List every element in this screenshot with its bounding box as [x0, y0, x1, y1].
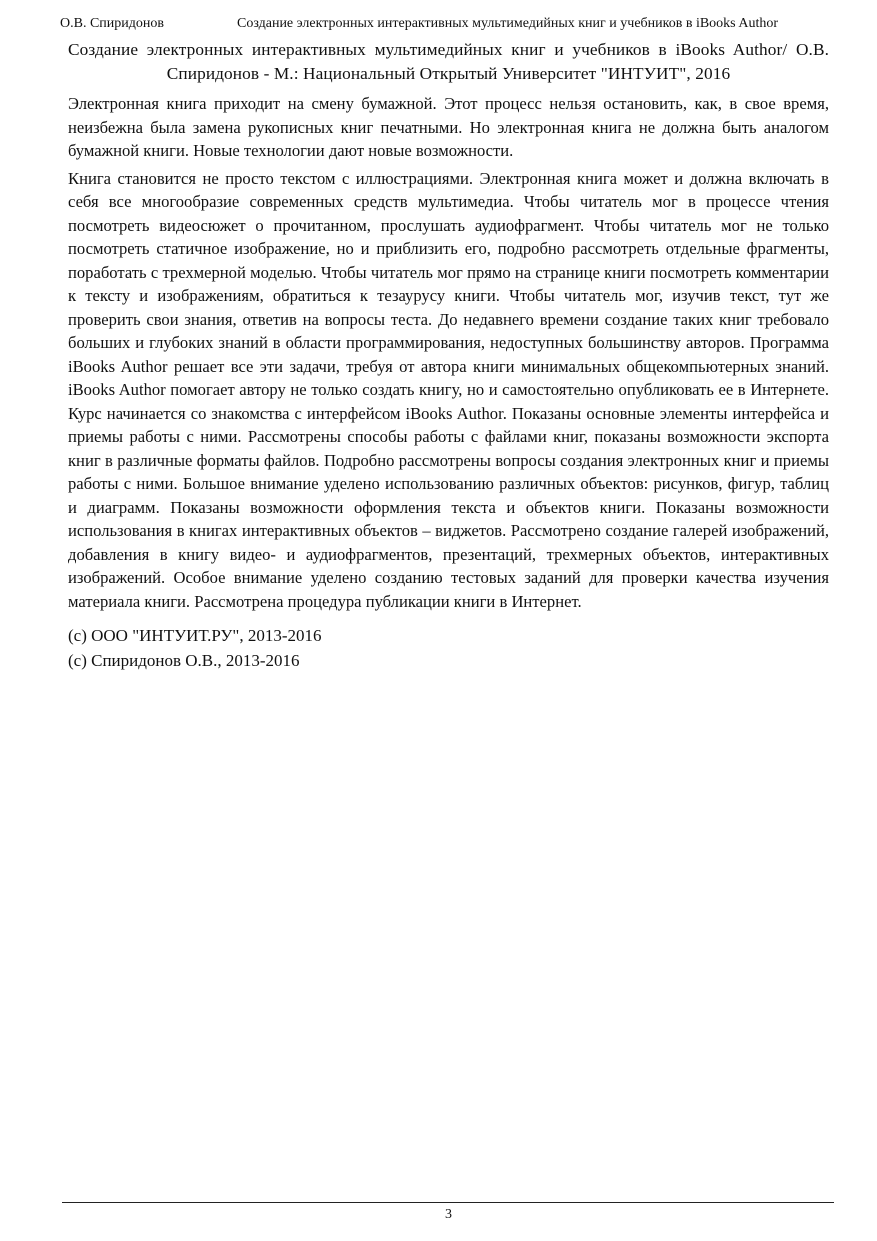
copyright-author: (c) Спиридонов О.В., 2013-2016 — [68, 651, 300, 670]
page-content — [68, 38, 829, 673]
footer-divider — [62, 1202, 834, 1203]
page-number: 3 — [445, 1207, 452, 1222]
copyright-block — [68, 623, 829, 673]
bibliographic-citation: Создание электронных интерактивных мультимедийных книг и учебников в iBooks Author/ О.В. Спиридонов - М.: Национальный Открытый Университет "ИНТУИТ", 2016 — [68, 40, 829, 83]
abstract-paragraph-main: Книга становится не просто текстом с иллюстрациями. Электронная книга может и должна включать в себя все многообразие современных средств мультимедиа. Чтобы читатель мог в процессе чтения посмотреть видеосюжет о прочитанном, прослушать аудиофрагмент. Чтобы читатель мог не только посмотреть статичное изображение, но и приблизить его, подробно рассмотреть отдельные фрагменты, поработать с трехмерной моделью. Чтобы читатель мог прямо на странице книги посмотреть комментарии к тексту и изображениям, обратиться к тезаурусу книги. Чтобы читатель мог, изучив текст, тут же проверить свои знания, ответив на вопросы теста. До недавнего времени создание таких книг требовало больших и глубоких знаний в области программирования, недоступных большинству авторов. Программа iBooks Author решает все эти задачи, требуя от автора книги минимальных общекомпьютерных знаний. iBooks Author помогает автору не только создать книгу, но и самостоятельно опубликовать ее в Интернете. Курс начинается со знакомства с интерфейсом iBooks Author. Показаны основные элементы интерфейса и приемы работы с ними. Рассмотрены способы работы с файлами книг, показаны возможности экспорта книг в различные форматы файлов. Подробно рассмотрены вопросы создания электронных книг и приемы работы с ними. Большое внимание уделено использованию различных объектов: рисунков, фигур, таблиц и диаграмм. Показаны возможности оформления текста и объектов книги. Показаны возможности использования в книгах интерактивных объектов – виджетов. Рассмотрено создание галерей изображений, добавления в книгу видео- и аудиофрагментов, презентаций, трехмерных объектов, интерактивных изображений. Особое внимание уделено созданию тестовых заданий для проверки качества изучения материала книги. Рассмотрена процедура публикации книги в Интернет. — [68, 168, 829, 611]
copyright-publisher: (c) ООО "ИНТУИТ.РУ", 2013-2016 — [68, 626, 322, 645]
header-author: О.В. Спиридонов — [60, 16, 164, 31]
header-book-title: Создание электронных интерактивных мультимедийных книг и учебников в iBooks Author — [237, 16, 779, 31]
abstract-paragraph-intro: Электронная книга приходит на смену бумажной. Этот процесс нельзя остановить, как, в свое время, неизбежна была замена рукописных книг печатными. Но электронная книга не должна быть аналогом бумажной книги. Новые технологии дают новые возможности. — [68, 94, 829, 160]
running-header — [60, 14, 837, 34]
